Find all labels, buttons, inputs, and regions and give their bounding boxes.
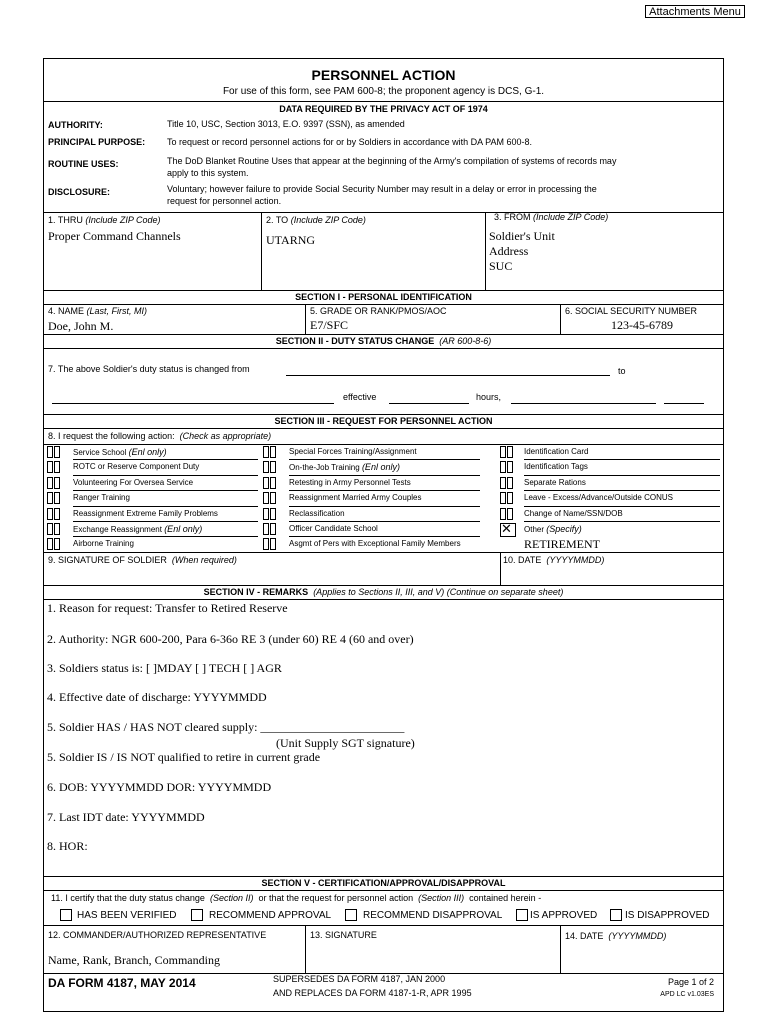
action-option-label: Special Forces Training/Assignment: [289, 447, 417, 456]
from-input[interactable]: Soldier's Unit Address SUC: [489, 229, 555, 273]
remark-5[interactable]: 5. Soldier HAS / HAS NOT cleared supply: ________________________: [47, 720, 405, 734]
form-id: DA FORM 4187, MAY 2014: [48, 976, 196, 990]
principal-label: PRINCIPAL PURPOSE:: [48, 137, 146, 147]
action-option-label: Service School (Enl only): [73, 447, 167, 457]
action-option-label: ROTC or Reserve Component Duty: [73, 462, 200, 472]
verified-checkbox[interactable]: [60, 909, 72, 921]
form-version: APD LC v1.03ES: [660, 991, 714, 998]
recommend-disapproval-checkbox[interactable]: [345, 909, 357, 921]
action-checkbox[interactable]: [500, 523, 512, 535]
remark-8[interactable]: 8. HOR:: [47, 839, 88, 853]
action-option-label: Other (Specify): [524, 524, 582, 534]
action-option-label: Separate Rations: [524, 477, 586, 487]
action-option-label: Officer Candidate School: [289, 524, 378, 533]
action-checkbox[interactable]: [47, 508, 59, 520]
disclosure-text-2: request for personnel action.: [167, 196, 282, 206]
form-title: PERSONNEL ACTION: [311, 67, 456, 83]
action-option-label: Ranger Training: [73, 493, 130, 503]
effective-date-field[interactable]: [389, 403, 469, 404]
action-checkbox[interactable]: [500, 477, 512, 489]
thru-input[interactable]: Proper Command Channels: [48, 229, 181, 243]
rep-label: 12. COMMANDER/AUTHORIZED REPRESENTATIVE: [48, 930, 267, 940]
signature13-label: 13. SIGNATURE: [310, 930, 377, 940]
action-checkbox[interactable]: [500, 508, 512, 520]
item11-text: 11. I certify that the duty status change (Section II) or that the request for personnel action (Section III) contained herein -: [51, 893, 542, 903]
remark-2[interactable]: 2. Authority: NGR 600-200, Para 6-36o RE 3 (under 60) RE 4 (60 and over): [47, 632, 414, 646]
recommend-disapproval-label: RECOMMEND DISAPPROVAL: [363, 910, 503, 921]
section4-header: SECTION IV - REMARKS (Applies to Sections II, III, and V) (Continue on separate sheet): [203, 587, 564, 597]
supersedes-2: AND REPLACES DA FORM 4187-1-R, APR 1995: [273, 988, 472, 998]
action-checkbox[interactable]: [500, 492, 512, 504]
action-checkbox[interactable]: [263, 477, 275, 489]
attachments-menu-button[interactable]: Attachments Menu: [645, 5, 745, 18]
action-option-label: Retesting in Army Personnel Tests: [289, 477, 411, 487]
effective-word: effective: [343, 392, 377, 402]
action-option-label: Change of Name/SSN/DOB: [524, 508, 623, 518]
supersedes-1: SUPERSEDES DA FORM 4187, JAN 2000: [273, 974, 446, 984]
disclosure-label: DISCLOSURE:: [48, 187, 111, 197]
action-option-label: Asgmt of Pers with Exceptional Family Members: [289, 539, 461, 549]
action-checkbox[interactable]: [47, 461, 59, 473]
soldier-signature-label: 9. SIGNATURE OF SOLDIER (When required): [48, 555, 237, 565]
action-checkbox[interactable]: [500, 461, 512, 473]
principal-text: To request or record personnel actions for or by Soldiers in accordance with DA PAM 600-8.: [167, 137, 533, 147]
action-checkbox[interactable]: [263, 446, 275, 458]
hours-word: hours,: [476, 392, 502, 402]
action-checkbox[interactable]: [500, 446, 512, 458]
form-subtitle: For use of this form, see PAM 600-8; the proponent agency is DCS, G-1.: [222, 86, 545, 97]
authority-label: AUTHORITY:: [48, 120, 103, 130]
action-option-label: Reassignment Extreme Family Problems: [73, 508, 218, 518]
approved-checkbox[interactable]: [516, 909, 528, 921]
action-option-label: On-the-Job Training (Enl only): [289, 462, 400, 473]
action-checkbox[interactable]: [47, 538, 59, 550]
remark-6[interactable]: 6. DOB: YYYYMMDD DOR: YYYYMMDD: [47, 780, 272, 794]
recommend-approval-label: RECOMMEND APPROVAL: [209, 910, 332, 921]
disapproved-checkbox[interactable]: [610, 909, 622, 921]
item8-label: 8. I request the following action: (Check as appropriate): [48, 431, 272, 441]
authority-text: Title 10, USC, Section 3013, E.O. 9397 (SSN), as amended: [167, 119, 405, 129]
action-option-label: Identification Tags: [524, 462, 588, 472]
other-specify-input[interactable]: RETIREMENT: [524, 537, 600, 551]
recommend-approval-checkbox[interactable]: [191, 909, 203, 921]
action-checkbox[interactable]: [47, 523, 59, 535]
action-option-label: Reassignment Married Army Couples: [289, 493, 422, 503]
hours-field[interactable]: [511, 403, 656, 404]
remark-4[interactable]: 4. Effective date of discharge: YYYYMMDD: [47, 690, 267, 704]
routine-label: ROUTINE USES:: [48, 159, 119, 169]
section5-header: SECTION V - CERTIFICATION/APPROVAL/DISAPPROVAL: [261, 878, 506, 888]
action-option-label: Identification Card: [524, 447, 589, 456]
to-input[interactable]: UTARNG: [266, 233, 316, 247]
action-checkbox[interactable]: [263, 461, 275, 473]
disclosure-text-1: Voluntary; however failure to provide Social Security Number may result in a delay or error in processing the: [167, 184, 597, 194]
remark-5-caption: (Unit Supply SGT signature): [276, 736, 415, 750]
action-option-label: Airborne Training: [73, 539, 134, 549]
rep-input[interactable]: Name, Rank, Branch, Commanding: [48, 953, 220, 967]
remark-1[interactable]: 1. Reason for request: Transfer to Retired Reserve: [47, 601, 288, 615]
verified-label: HAS BEEN VERIFIED: [77, 910, 177, 921]
page-number: Page 1 of 2: [667, 977, 714, 987]
name-input[interactable]: Doe, John M.: [48, 319, 114, 333]
ssn-label: 6. SOCIAL SECURITY NUMBER: [565, 306, 698, 316]
action-option-label: Volunteering For Oversea Service: [73, 477, 194, 487]
routine-text-1: The DoD Blanket Routine Uses that appear at the beginning of the Army's compilation of systems of records may: [167, 156, 617, 166]
remark-3[interactable]: 3. Soldiers status is: [ ]MDAY [ ] TECH [ ] AGR: [47, 661, 282, 675]
from-label: 3. FROM (Include ZIP Code): [494, 212, 609, 222]
section1-header: SECTION I - PERSONAL IDENTIFICATION: [295, 292, 472, 302]
privacy-header: DATA REQUIRED BY THE PRIVACY ACT OF 1974: [279, 104, 488, 114]
disapproved-label: IS DISAPPROVED: [625, 910, 710, 921]
to-word: to: [618, 366, 626, 376]
action-checkbox[interactable]: [47, 492, 59, 504]
grade-input[interactable]: E7/SFC: [310, 318, 349, 332]
action-checkbox[interactable]: [263, 538, 275, 550]
action-checkbox[interactable]: [47, 477, 59, 489]
action-checkbox[interactable]: [263, 523, 275, 535]
routine-text-2: apply to this system.: [167, 168, 249, 178]
action-option-label: Leave - Excess/Advance/Outside CONUS: [524, 493, 673, 503]
action-checkbox[interactable]: [47, 446, 59, 458]
duty-status-text: 7. The above Soldier's duty status is changed from: [48, 364, 250, 374]
to-status-field[interactable]: [52, 403, 334, 404]
remark-7[interactable]: 7. Last IDT date: YYYYMMDD: [47, 810, 205, 824]
section2-header: SECTION II - DUTY STATUS CHANGE (AR 600-8-6): [275, 336, 492, 346]
form-frame: [43, 58, 724, 1012]
thru-label: 1. THRU (Include ZIP Code): [48, 215, 161, 225]
action-option-label: Exchange Reassignment (Enl only): [73, 524, 203, 534]
date14-label: 14. DATE (YYYYMMDD): [565, 931, 667, 941]
grade-label: 5. GRADE OR RANK/PMOS/AOC: [310, 306, 447, 316]
ssn-input[interactable]: 123-45-6789: [611, 318, 673, 332]
action-checkbox[interactable]: [263, 492, 275, 504]
remark-5b[interactable]: 5. Soldier IS / IS NOT qualified to retire in current grade: [47, 750, 321, 764]
from-status-field[interactable]: [286, 375, 610, 376]
name-label: 4. NAME (Last, First, MI): [48, 306, 148, 316]
action-option-label: Reclassification: [289, 508, 345, 518]
action-checkbox[interactable]: [263, 508, 275, 520]
to-label: 2. TO (Include ZIP Code): [266, 215, 366, 225]
approved-label: IS APPROVED: [530, 910, 598, 921]
date10-label: 10. DATE (YYYYMMDD): [503, 555, 605, 565]
section3-header: SECTION III - REQUEST FOR PERSONNEL ACTION: [274, 416, 493, 426]
